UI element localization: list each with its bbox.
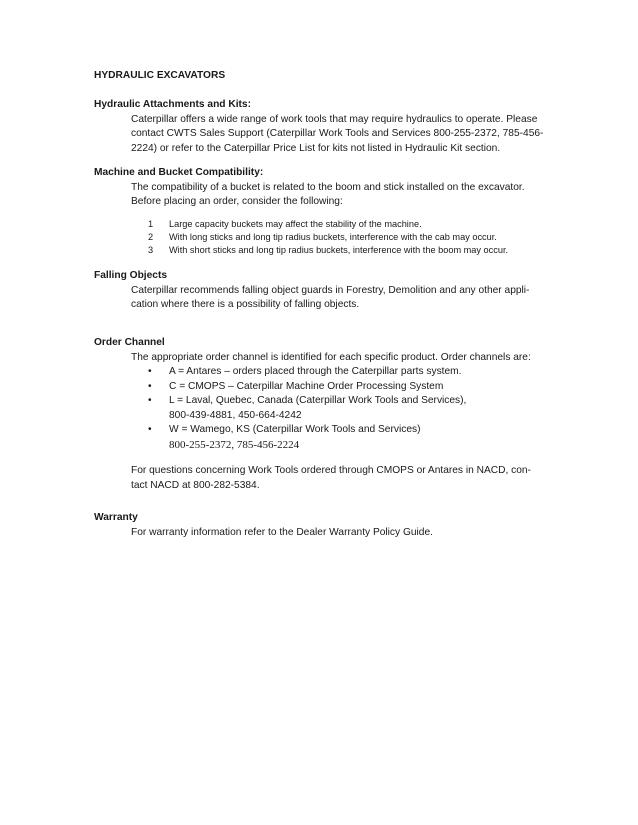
list-number: 2	[148, 231, 154, 242]
attachments-heading: Hydraulic Attachments and Kits:	[94, 99, 251, 110]
order-note	[131, 464, 554, 493]
section-compatibility	[94, 166, 554, 257]
wamego-line: W = Wamego, KS (Caterpillar Work Tools and Services)	[169, 424, 421, 435]
order-note-line: tact NACD at 800-282-5384.	[131, 479, 260, 491]
compatibility-list	[148, 218, 554, 257]
list-item	[148, 365, 554, 380]
section-order-channel	[94, 336, 554, 493]
list-item	[148, 423, 554, 452]
laval-line: L = Laval, Quebec, Canada (Caterpillar Work Tools and Services),	[169, 395, 467, 406]
attachments-line: Caterpillar offers a wide range of work tools that may require hydraulics to operate. Please	[131, 113, 538, 125]
attachments-body	[131, 113, 554, 157]
list-text: C = CMOPS – Caterpillar Machine Order Processing System	[169, 380, 444, 392]
bullet: •	[148, 395, 152, 406]
compatibility-heading: Machine and Bucket Compatibility:	[94, 167, 264, 178]
list-number: 3	[148, 244, 154, 255]
attachments-line: 2224) or refer to the Caterpillar Price List for kits not listed in Hydraulic Kit section.	[131, 142, 501, 154]
falling-line: cation where there is a possibility of falling objects.	[131, 299, 360, 310]
compatibility-line: The compatibility of a bucket is related to the boom and stick installed on the excavator.	[131, 181, 525, 193]
warranty-text: For warranty information refer to the Dealer Warranty Policy Guide.	[131, 526, 433, 538]
attachments-line: contact CWTS Sales Support (Caterpillar Work Tools and Services 800-255-2372, 785-456-	[131, 128, 544, 139]
warranty-heading: Warranty	[94, 512, 138, 523]
falling-heading: Falling Objects	[94, 270, 168, 281]
falling-line: Caterpillar recommends falling object guards in Forestry, Demolition and any other appli-	[131, 284, 530, 296]
section-warranty	[94, 511, 554, 540]
bullet: •	[148, 380, 152, 392]
list-item	[148, 244, 554, 257]
list-item	[148, 231, 554, 244]
list-text: With long sticks and long tip radius buckets, interference with the cab may occur.	[169, 231, 497, 242]
wamego-phones: 800-255-2372, 785-456-2224	[169, 438, 300, 451]
list-number: 1	[148, 218, 154, 229]
page-title: HYDRAULIC EXCAVATORS	[94, 70, 226, 81]
order-note-line: For questions concerning Work Tools ordered through CMOPS or Antares in NACD, con-	[131, 465, 531, 476]
list-text: A = Antares – orders placed through the Caterpillar parts system.	[169, 366, 462, 377]
bullet: •	[148, 424, 152, 435]
compatibility-line: Before placing an order, consider the following:	[131, 196, 343, 207]
list-text	[169, 394, 466, 423]
list-item	[148, 394, 554, 423]
order-channel-list	[148, 365, 554, 452]
list-item	[148, 380, 554, 395]
section-attachments	[94, 98, 554, 156]
order-intro: The appropriate order channel is identified for each specific product. Order channels are:	[131, 351, 531, 363]
laval-phones: 800-439-4881, 450-664-4242	[169, 409, 302, 421]
list-text: With short sticks and long tip radius buckets, interference with the boom may occur.	[169, 244, 509, 255]
list-text	[169, 423, 420, 452]
order-heading: Order Channel	[94, 337, 165, 348]
section-falling-objects	[94, 269, 554, 313]
list-item	[148, 218, 554, 231]
compatibility-body	[131, 181, 554, 210]
falling-body	[131, 284, 554, 313]
list-text: Large capacity buckets may affect the stability of the machine.	[169, 218, 422, 229]
bullet: •	[148, 366, 152, 377]
